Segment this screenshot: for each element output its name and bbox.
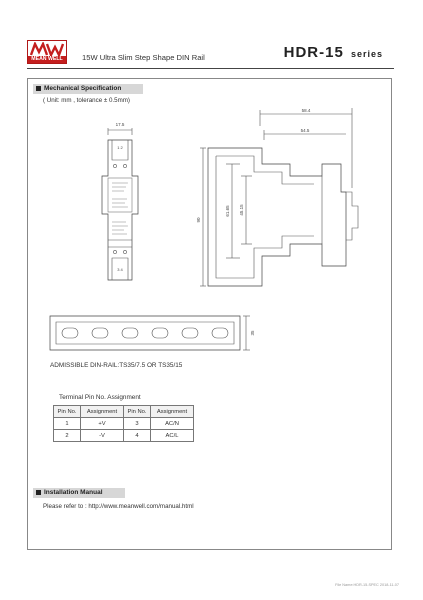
table-header-cell: Pin No. <box>54 406 81 418</box>
table-cell: 1 <box>54 418 81 430</box>
table-cell: 3 <box>124 418 151 430</box>
dim-rail-height: 35 <box>250 330 255 336</box>
bullet-square-icon <box>36 490 41 495</box>
table-header-row <box>54 406 194 418</box>
dim-inner-depth: 54.5 <box>300 128 310 133</box>
installation-text: Please refer to : http://www.meanwell.com/manual.html <box>43 503 194 510</box>
dim-step-inner: 45.15 <box>239 204 244 216</box>
pin-table-title: Terminal Pin No. Assignment <box>59 394 141 401</box>
model-number: HDR-15 <box>283 44 344 61</box>
footer-file-name: File Name:HDR-15-SPEC 2018-11-07 <box>335 583 399 587</box>
din-rail <box>50 316 250 350</box>
table-cell: -V <box>81 430 124 442</box>
din-rail-caption: ADMISSIBLE DIN-RAIL:TS35/7.5 OR TS35/15 <box>50 362 183 369</box>
brand-name: MEAN WELL <box>28 56 66 63</box>
terminal-numbers-top: 1 2 <box>117 145 123 150</box>
table-header-cell: Assignment <box>151 406 194 418</box>
product-title: 15W Ultra Slim Step Shape DIN Rail <box>82 53 205 62</box>
table-row <box>54 418 194 430</box>
table-cell: AC/L <box>151 430 194 442</box>
unit-note: ( Unit: mm , tolerance ± 0.5mm) <box>43 97 130 104</box>
table-cell: 2 <box>54 430 81 442</box>
dim-front-width: 17.5 <box>115 122 125 127</box>
dim-height: 90 <box>196 217 201 223</box>
table-cell: AC/N <box>151 418 194 430</box>
dim-overall-depth: 58.4 <box>301 108 311 113</box>
model-series: series <box>350 49 383 59</box>
mechanical-label-text: Mechanical Specification <box>44 85 122 92</box>
installation-section-label <box>33 488 125 498</box>
table-row <box>54 430 194 442</box>
dim-step-outer: 61.65 <box>225 205 230 217</box>
table-cell: +V <box>81 418 124 430</box>
table-cell: 4 <box>124 430 151 442</box>
terminal-numbers-bottom: 3 4 <box>117 267 123 272</box>
pin-assignment-table <box>53 405 194 442</box>
table-header-cell: Assignment <box>81 406 124 418</box>
front-view <box>102 128 138 280</box>
installation-label-text: Installation Manual <box>44 489 103 496</box>
table-header-cell: Pin No. <box>124 406 151 418</box>
side-view <box>200 108 358 286</box>
